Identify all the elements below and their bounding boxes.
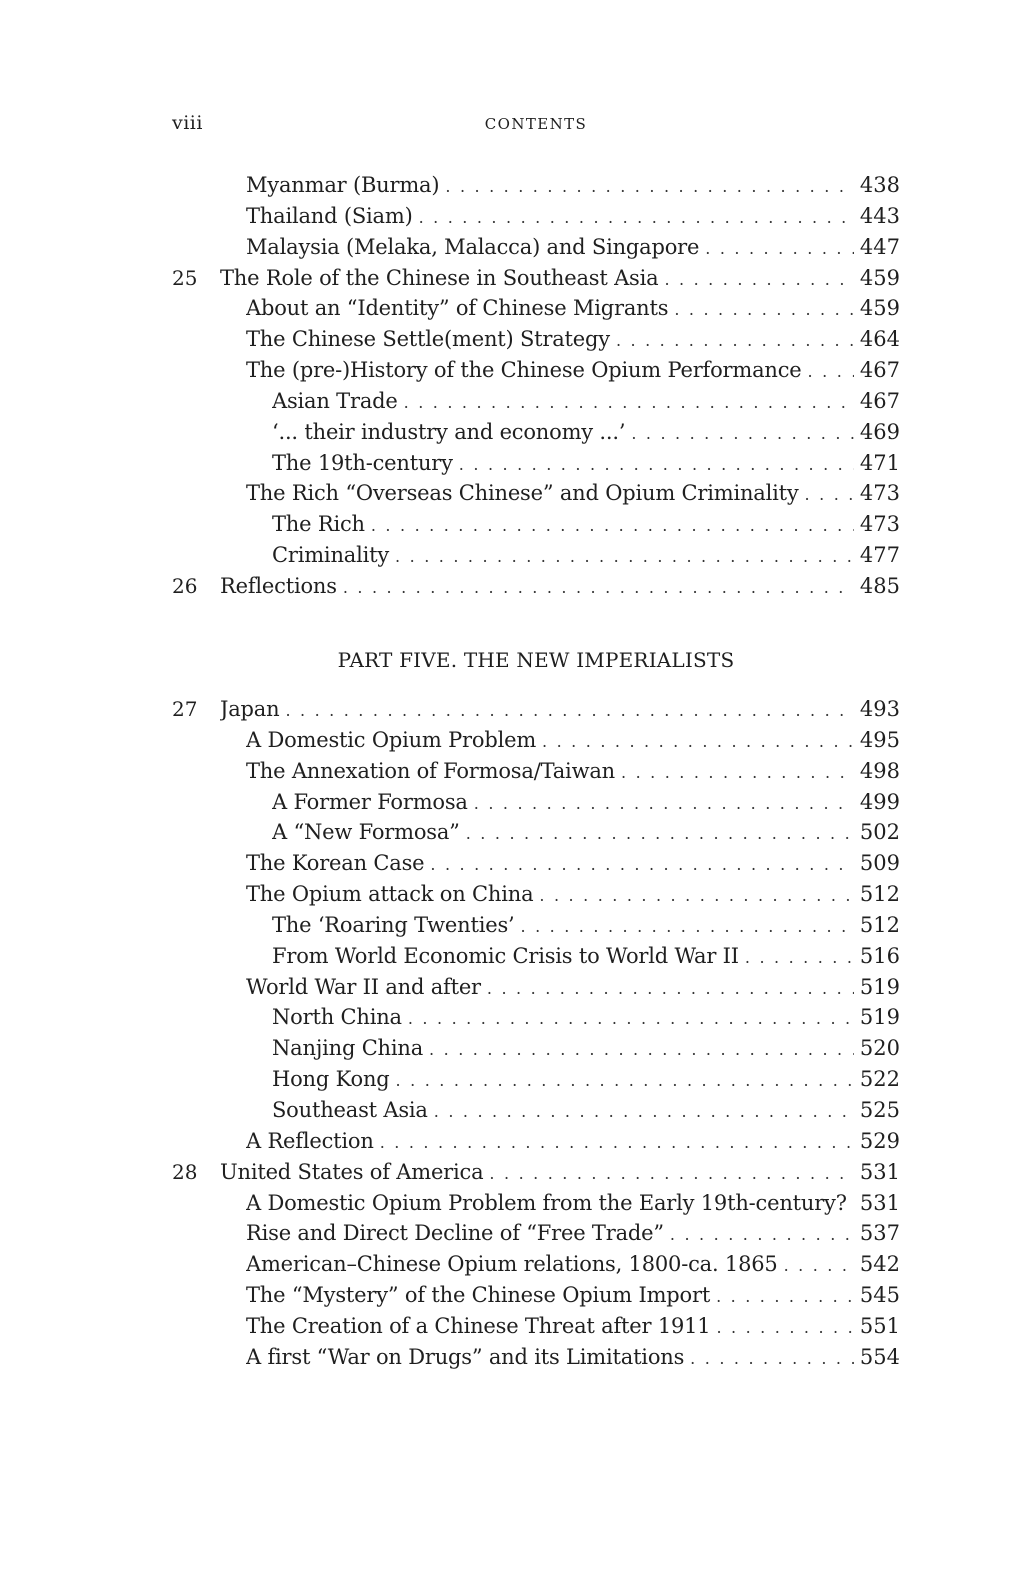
entry-page-number: 519 [859,974,900,999]
dot-leader [445,172,854,202]
dot-leader [343,573,854,603]
entry-page-number: 531 [859,1159,900,1184]
entry-title: Reflections [220,573,337,598]
toc-entry-line [246,756,900,788]
toc-entry-line [220,571,900,603]
page-header [172,112,900,140]
dot-leader [430,850,854,880]
dot-leader [705,234,854,264]
toc-entry-line [272,1033,900,1065]
entry-title: American–Chinese Opium relations, 1800-ca. 1865 [246,1252,778,1277]
dot-leader [616,326,854,356]
toc-entry [172,1342,900,1373]
page-number: viii [172,112,203,134]
toc-block-lower [172,694,900,1373]
toc-entry [172,355,900,386]
entry-title: Japan [220,697,280,721]
dot-leader [745,943,854,973]
entry-page-number: 471 [859,450,900,475]
toc-entry-line [272,417,900,449]
toc-entry [172,1157,900,1188]
toc-entry [172,478,900,509]
toc-entry-line [246,1249,900,1281]
entry-page-number: 459 [859,265,900,290]
toc-entry-line [246,1126,900,1158]
toc-entry [172,324,900,355]
entry-title: North China [272,1005,402,1030]
entry-page-number: 551 [859,1313,900,1338]
toc-block-upper [172,170,900,602]
entry-title: A first “War on Drugs” and its Limitations [246,1344,685,1369]
entry-page-number: 443 [859,203,900,228]
dot-leader [396,1066,854,1096]
entry-page-number: 467 [859,388,900,413]
dot-leader [408,1004,854,1034]
chapter-number: 28 [172,1159,198,1184]
toc-entry-line [272,787,900,819]
toc-entry-line [246,324,900,356]
entry-page-number: 469 [859,419,900,444]
toc-entry [172,756,900,787]
chapter-number: 27 [172,697,198,721]
entry-title: A Reflection [246,1128,374,1153]
toc-entry [172,941,900,972]
toc-entry-line [246,725,900,757]
dot-leader [716,1313,853,1343]
entry-title: A Former Formosa [272,789,468,814]
toc-entry-line [272,1002,900,1034]
entry-page-number: 438 [859,173,900,197]
entry-page-number: 447 [859,234,900,259]
dot-leader [808,357,854,387]
entry-title: Asian Trade [272,388,398,413]
entry-title: Rise and Direct Decline of “Free Trade” [246,1221,664,1246]
entry-page-number: 542 [859,1252,900,1277]
toc-entry-line [246,170,900,202]
entry-page-number: 499 [859,789,900,814]
dot-leader [716,1282,854,1312]
entry-page-number: 498 [859,758,900,783]
toc-entry [172,848,900,879]
dot-leader [487,974,854,1004]
toc-entry-line [246,232,900,264]
toc-entry [172,910,900,941]
entry-title: A “New Formosa” [272,820,460,845]
entry-title: The ‘Roaring Twenties’ [272,912,515,937]
entry-page-number: 519 [859,1005,900,1030]
toc-entry [172,1218,900,1249]
toc-entry-line [272,941,900,973]
toc-entry [172,817,900,848]
dot-leader [474,789,854,819]
toc-entry-line [220,263,900,295]
toc-entry-line [272,540,900,572]
toc-entry [172,1095,900,1126]
entry-title: The “Mystery” of the Chinese Opium Import [246,1283,711,1308]
toc-entry-line [272,1064,900,1096]
entry-title: A Domestic Opium Problem [246,727,537,752]
entry-page-number: 509 [859,851,900,876]
entry-page-number: 531 [859,1190,900,1215]
toc-entry [172,1280,900,1311]
dot-leader [542,727,854,757]
dot-leader [631,419,854,449]
entry-page-number: 512 [859,882,900,907]
toc-entry [172,509,900,540]
dot-leader [670,1220,854,1250]
toc-entry-line [220,694,900,726]
toc-entry [172,540,900,571]
entry-title: Hong Kong [272,1067,390,1092]
toc-entry-line [272,817,900,849]
entry-title: From World Economic Crisis to World War II [272,943,739,968]
running-head: CONTENTS [484,115,588,133]
entry-title: The Role of the Chinese in Southeast Asia [220,265,659,290]
dot-leader [466,819,854,849]
entry-page-number: 502 [859,820,900,845]
toc-entry [172,201,900,232]
entry-page-number: 525 [859,1097,900,1122]
entry-title: Nanjing China [272,1036,424,1061]
toc-entry-line [246,478,900,510]
toc-entry [172,232,900,263]
toc-entry [172,1002,900,1033]
entry-title: The Creation of a Chinese Threat after 1911 [246,1313,711,1338]
entry-title: Malaysia (Melaka, Malacca) and Singapore [246,234,700,259]
toc-entry [172,1033,900,1064]
toc-entry-line [246,1311,900,1343]
dot-leader [429,1035,854,1065]
dot-leader [674,295,854,325]
toc-entry [172,1188,900,1219]
entry-title: The Chinese Settle(ment) Strategy [246,327,610,352]
toc-entry [172,170,900,201]
dot-leader [380,1128,854,1158]
dot-leader [621,758,854,788]
dot-leader [404,388,854,418]
toc-entry-line [220,1157,900,1189]
chapter-number: 26 [172,573,198,598]
toc-entry-line [246,1280,900,1312]
entry-page-number: 495 [859,727,900,752]
dot-leader [690,1344,854,1374]
toc-entry-line [272,509,900,541]
entry-page-number: 493 [859,697,900,721]
dot-leader [395,542,854,572]
entry-title: The Annexation of Formosa/Taiwan [246,758,615,783]
entry-page-number: 477 [859,543,900,568]
entry-page-number: 545 [859,1283,900,1308]
toc-entry [172,417,900,448]
toc-entry [172,263,900,294]
toc-entry [172,1126,900,1157]
entry-title: The Korean Case [246,851,425,876]
toc-entry-line [246,1188,900,1220]
entry-title: United States of America [220,1159,484,1184]
toc-entry [172,293,900,324]
entry-title: The Rich [272,512,365,537]
toc-entry-line [246,201,900,233]
entry-page-number: 529 [859,1128,900,1153]
dot-leader [664,265,853,295]
entry-page-number: 554 [859,1344,900,1369]
entry-title: About an “Identity” of Chinese Migrants [246,296,669,321]
dot-leader [371,511,854,541]
part-heading: PART FIVE. THE NEW IMPERIALISTS [337,648,735,672]
toc-entry [172,725,900,756]
entry-title: Southeast Asia [272,1097,428,1122]
toc-entry-line [272,448,900,480]
toc-entry-line [272,386,900,418]
entry-page-number: 512 [859,912,900,937]
toc-entry-line [246,1218,900,1250]
toc-entry-line [246,293,900,325]
toc-entry [172,879,900,910]
entry-title: The (pre-)History of the Chinese Opium Performance [246,358,802,383]
entry-title: The 19th-century [272,450,453,475]
entry-title: The Opium attack on China [246,882,534,907]
entry-page-number: 473 [859,512,900,537]
entry-page-number: 520 [859,1036,900,1061]
entry-title: The Rich “Overseas Chinese” and Opium Criminality [246,481,799,506]
entry-page-number: 464 [859,327,900,352]
toc-entry-line [272,1095,900,1127]
dot-leader [489,1159,853,1189]
toc-entry [172,1249,900,1280]
dot-leader [459,450,854,480]
dot-leader [285,696,853,726]
toc-entry [172,571,900,602]
entry-page-number: 467 [859,358,900,383]
entry-title: A Domestic Opium Problem from the Early 19th-century? [246,1190,847,1215]
toc-entry-line [246,848,900,880]
entry-page-number: 522 [859,1067,900,1092]
toc-entry [172,448,900,479]
toc-entry [172,1311,900,1342]
toc-entry [172,972,900,1003]
entry-title: World War II and after [246,974,481,999]
toc-entry [172,386,900,417]
entry-page-number: 516 [859,943,900,968]
toc-entry [172,787,900,818]
entry-page-number: 473 [859,481,900,506]
entry-title: Criminality [272,543,390,568]
entry-page-number: 485 [859,573,900,598]
dot-leader [539,881,854,911]
entry-page-number: 459 [859,296,900,321]
entry-title: Myanmar (Burma) [246,173,440,197]
entry-title: ‘... their industry and economy ...’ [272,419,626,444]
toc-entry-line [272,910,900,942]
dot-leader [784,1251,854,1281]
toc-entry-line [246,972,900,1004]
toc-entry-line [246,1342,900,1374]
dot-leader [419,203,854,233]
entry-page-number: 537 [859,1221,900,1246]
toc-entry-line [246,879,900,911]
dot-leader [521,912,854,942]
dot-leader [805,480,854,510]
entry-title: Thailand (Siam) [246,203,413,228]
toc-entry-line [246,355,900,387]
toc-entry [172,1064,900,1095]
toc-entry [172,694,900,725]
chapter-number: 25 [172,265,198,290]
dot-leader [434,1097,854,1127]
